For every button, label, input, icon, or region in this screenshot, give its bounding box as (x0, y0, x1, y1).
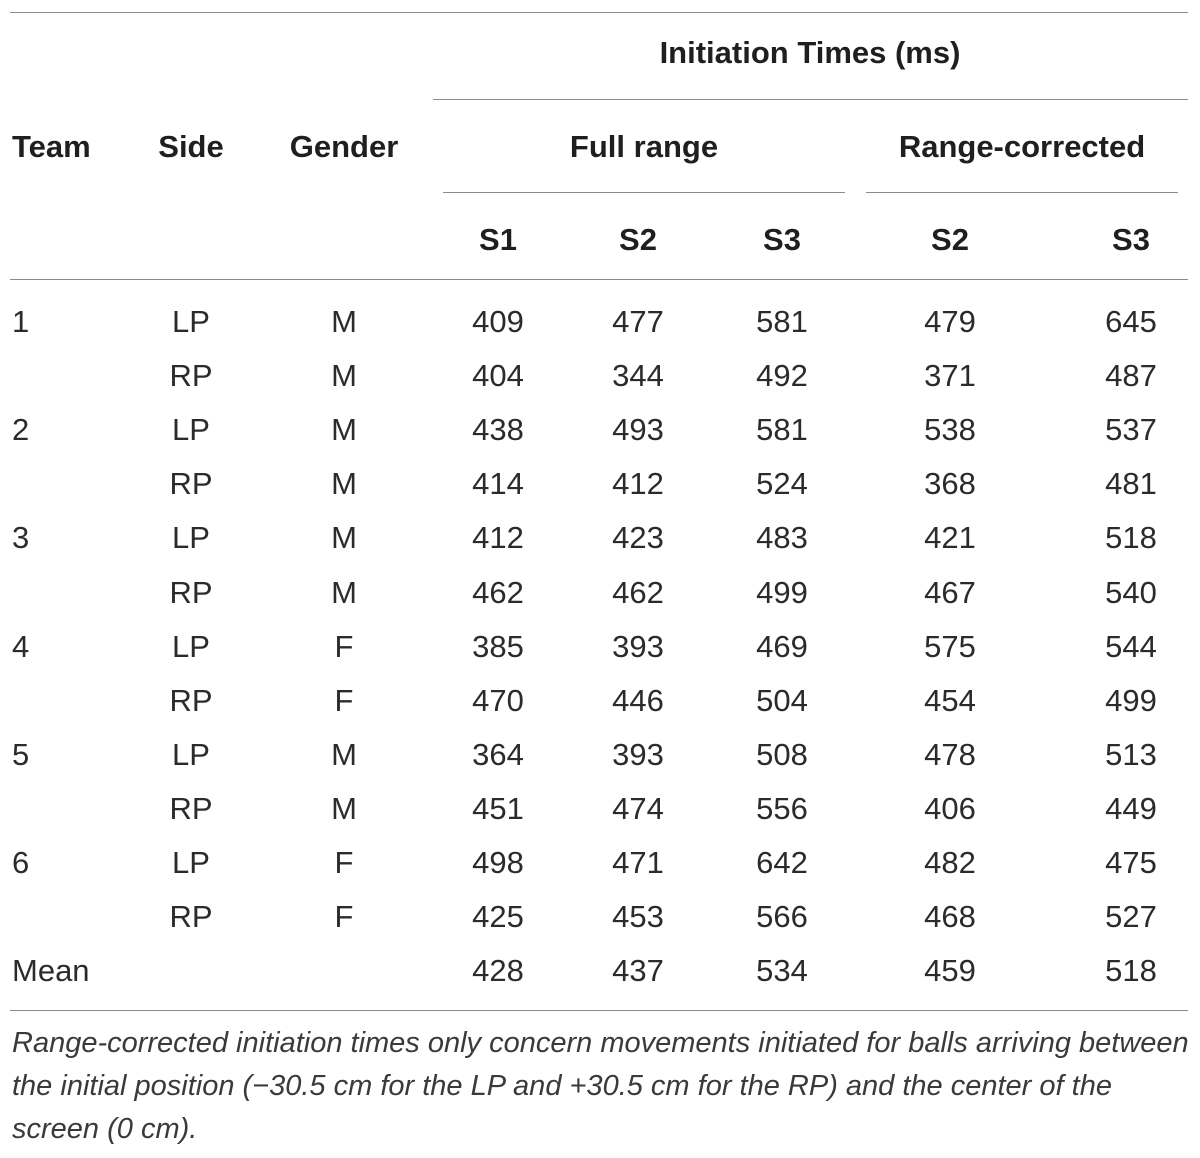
cell-gender: F (334, 629, 354, 664)
cell-side: LP (172, 412, 210, 447)
cell-gender: M (331, 575, 357, 610)
cell-side: RP (169, 575, 213, 610)
cell-full-s3: 581 (756, 412, 808, 447)
cell-full-s3: 508 (756, 737, 808, 772)
cell-team: 4 (12, 629, 30, 664)
cell-full-s3: 534 (756, 953, 808, 988)
cell-gender: F (334, 845, 354, 880)
cell-gender: F (334, 683, 354, 718)
cell-full-s1: 364 (472, 737, 524, 772)
table-footnote: Range-corrected initiation times only concern movements initiated for balls arriving between the initial position (−30.5 cm for the LP and +30.5 cm for the RP) and the center of the screen (0 cm). (12, 1027, 1189, 1145)
col-header-side: Side (158, 129, 224, 164)
cell-full-s3: 504 (756, 683, 808, 718)
cell-full-s3: 524 (756, 466, 808, 501)
cell-team: 2 (12, 412, 30, 447)
cell-side: LP (172, 737, 210, 772)
cell-full-s1: 414 (472, 466, 524, 501)
cell-full-s3: 469 (756, 629, 808, 664)
cell-corrected-s3: 518 (1105, 953, 1157, 988)
cell-gender: M (331, 466, 357, 501)
top-rule (10, 12, 1188, 13)
group-title-rule (433, 99, 1188, 100)
cell-side: RP (169, 358, 213, 393)
cell-full-s2: 412 (612, 466, 664, 501)
cell-full-s1: 451 (472, 791, 524, 826)
subgroup-range-corrected: Range-corrected (898, 129, 1146, 164)
cell-corrected-s2: 478 (924, 737, 976, 772)
col-header-full-s3: S3 (763, 222, 801, 257)
col-header-corrected-s2: S2 (931, 222, 969, 257)
cell-full-s1: 404 (472, 358, 524, 393)
cell-corrected-s3: 513 (1105, 737, 1157, 772)
cell-full-s2: 471 (612, 845, 664, 880)
cell-full-s2: 493 (612, 412, 664, 447)
cell-corrected-s3: 645 (1105, 304, 1157, 339)
cell-full-s1: 409 (472, 304, 524, 339)
cell-team: 6 (12, 845, 30, 880)
cell-corrected-s2: 482 (924, 845, 976, 880)
cell-corrected-s2: 538 (924, 412, 976, 447)
cell-corrected-s2: 468 (924, 899, 976, 934)
cell-full-s3: 492 (756, 358, 808, 393)
cell-gender: F (334, 899, 354, 934)
cell-corrected-s2: 575 (924, 629, 976, 664)
cell-gender: M (331, 791, 357, 826)
cell-full-s3: 642 (756, 845, 808, 880)
cell-corrected-s3: 475 (1105, 845, 1157, 880)
cell-side: LP (172, 520, 210, 555)
cell-corrected-s3: 487 (1105, 358, 1157, 393)
cell-full-s2: 446 (612, 683, 664, 718)
table-bottom-rule (10, 1010, 1188, 1011)
cell-team: 1 (12, 304, 30, 339)
cell-full-s2: 393 (612, 629, 664, 664)
cell-full-s2: 453 (612, 899, 664, 934)
cell-corrected-s2: 459 (924, 953, 976, 988)
col-header-full-s2: S2 (619, 222, 657, 257)
cell-team: 3 (12, 520, 30, 555)
cell-full-s3: 566 (756, 899, 808, 934)
cell-gender: M (331, 304, 357, 339)
cell-side: RP (169, 791, 213, 826)
cell-full-s2: 393 (612, 737, 664, 772)
cell-full-s2: 423 (612, 520, 664, 555)
cell-corrected-s3: 499 (1105, 683, 1157, 718)
cell-corrected-s2: 479 (924, 304, 976, 339)
cell-full-s1: 438 (472, 412, 524, 447)
cell-corrected-s2: 371 (924, 358, 976, 393)
cell-full-s3: 483 (756, 520, 808, 555)
cell-full-s1: 425 (472, 899, 524, 934)
cell-team: Mean (12, 953, 90, 988)
cell-full-s1: 428 (472, 953, 524, 988)
cell-gender: M (331, 737, 357, 772)
full-range-rule (443, 192, 845, 193)
cell-side: RP (169, 683, 213, 718)
cell-full-s2: 437 (612, 953, 664, 988)
cell-full-s2: 462 (612, 575, 664, 610)
cell-side: LP (172, 845, 210, 880)
cell-side: LP (172, 304, 210, 339)
cell-corrected-s3: 537 (1105, 412, 1157, 447)
cell-corrected-s3: 481 (1105, 466, 1157, 501)
cell-full-s1: 462 (472, 575, 524, 610)
cell-full-s3: 581 (756, 304, 808, 339)
cell-full-s2: 474 (612, 791, 664, 826)
cell-corrected-s3: 449 (1105, 791, 1157, 826)
cell-corrected-s2: 454 (924, 683, 976, 718)
cell-side: RP (169, 899, 213, 934)
cell-gender: M (331, 412, 357, 447)
group-title: Initiation Times (ms) (659, 35, 961, 70)
cell-gender: M (331, 520, 357, 555)
subgroup-full-range: Full range (569, 129, 719, 164)
cell-side: RP (169, 466, 213, 501)
cell-full-s1: 498 (472, 845, 524, 880)
cell-full-s1: 412 (472, 520, 524, 555)
cell-corrected-s2: 406 (924, 791, 976, 826)
cell-corrected-s2: 421 (924, 520, 976, 555)
cell-team: 5 (12, 737, 30, 772)
cell-full-s2: 477 (612, 304, 664, 339)
cell-corrected-s2: 368 (924, 466, 976, 501)
col-header-team: Team (12, 129, 91, 164)
cell-corrected-s3: 527 (1105, 899, 1157, 934)
cell-full-s3: 499 (756, 575, 808, 610)
cell-corrected-s2: 467 (924, 575, 976, 610)
col-header-corrected-s3: S3 (1112, 222, 1150, 257)
col-header-full-s1: S1 (479, 222, 517, 257)
cell-full-s1: 470 (472, 683, 524, 718)
cell-gender: M (331, 358, 357, 393)
cell-corrected-s3: 518 (1105, 520, 1157, 555)
header-bottom-rule (10, 279, 1188, 280)
cell-full-s2: 344 (612, 358, 664, 393)
range-corrected-rule (866, 192, 1178, 193)
cell-full-s3: 556 (756, 791, 808, 826)
cell-corrected-s3: 540 (1105, 575, 1157, 610)
cell-corrected-s3: 544 (1105, 629, 1157, 664)
cell-full-s1: 385 (472, 629, 524, 664)
cell-side: LP (172, 629, 210, 664)
col-header-gender: Gender (289, 129, 399, 164)
